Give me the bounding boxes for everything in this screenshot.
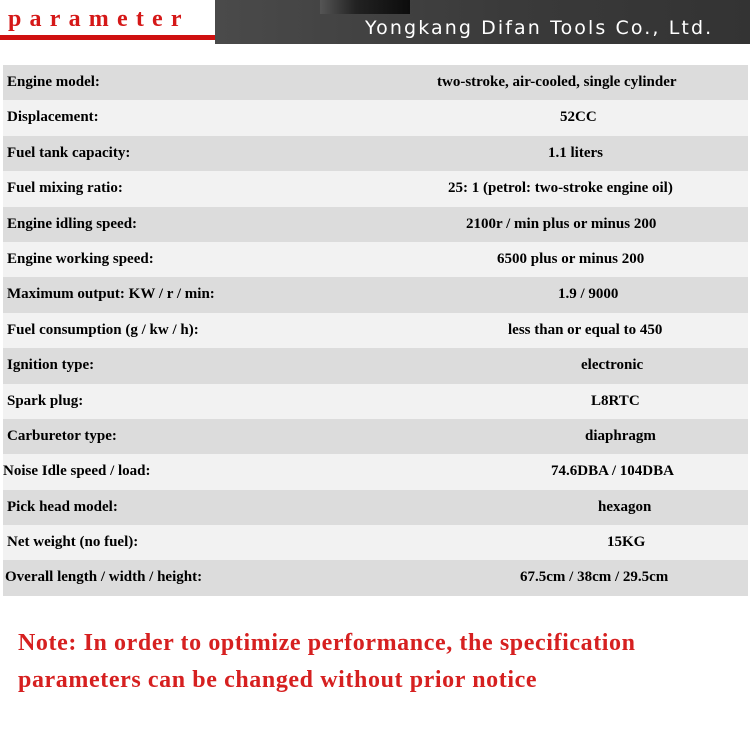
spec-value: 52CC bbox=[560, 109, 597, 126]
spec-value: L8RTC bbox=[591, 392, 640, 409]
spec-value: 67.5cm / 38cm / 29.5cm bbox=[520, 569, 669, 586]
spec-label: Net weight (no fuel): bbox=[7, 534, 139, 551]
spec-value: 1.1 liters bbox=[548, 144, 603, 161]
spec-value: 15KG bbox=[607, 534, 646, 551]
spec-label: Carburetor type: bbox=[7, 427, 117, 444]
spec-label: Overall length / width / height: bbox=[5, 569, 203, 586]
header-banner bbox=[0, 0, 750, 44]
spec-label: Noise Idle speed / load: bbox=[3, 463, 151, 480]
header-shade bbox=[320, 0, 410, 14]
note-line-1: Note: In order to optimize performance, the specification bbox=[18, 630, 636, 656]
spec-row-idling-speed bbox=[3, 207, 748, 242]
disclaimer-note bbox=[18, 625, 743, 699]
spec-row-carburetor bbox=[3, 419, 748, 454]
spec-value: 74.6DBA / 104DBA bbox=[551, 463, 674, 480]
spec-value: 6500 plus or minus 200 bbox=[497, 250, 645, 267]
spec-row-dimensions bbox=[3, 560, 748, 595]
spec-label: Ignition type: bbox=[7, 357, 95, 374]
note-line-2: parameters can be changed without prior notice bbox=[18, 667, 538, 693]
spec-label: Maximum output: KW / r / min: bbox=[7, 286, 215, 303]
spec-row-spark-plug bbox=[3, 384, 748, 419]
spec-value: two-stroke, air-cooled, single cylinder bbox=[437, 74, 677, 90]
spec-row-working-speed bbox=[3, 242, 748, 277]
spec-row-fuel-consumption bbox=[3, 313, 748, 348]
spec-value: 1.9 / 9000 bbox=[558, 286, 619, 303]
spec-row-max-output bbox=[3, 277, 748, 312]
spec-value: 2100r / min plus or minus 200 bbox=[466, 215, 657, 232]
spec-row-ignition bbox=[3, 348, 748, 383]
spec-row-engine-model bbox=[3, 65, 748, 100]
spec-label: Engine working speed: bbox=[7, 250, 154, 267]
spec-row-noise bbox=[3, 454, 748, 489]
spec-value: 25: 1 (petrol: two-stroke engine oil) bbox=[448, 180, 673, 197]
spec-row-fuel-mixing bbox=[3, 171, 748, 206]
spec-table bbox=[3, 65, 748, 596]
spec-value: hexagon bbox=[598, 498, 652, 515]
spec-label: Engine model: bbox=[7, 74, 100, 90]
spec-label: Spark plug: bbox=[7, 392, 84, 409]
spec-label: Fuel consumption (g / kw / h): bbox=[7, 321, 199, 338]
spec-label: Fuel mixing ratio: bbox=[7, 180, 123, 197]
spec-value: electronic bbox=[581, 357, 644, 374]
spec-label: Engine idling speed: bbox=[7, 215, 138, 232]
spec-row-displacement bbox=[3, 100, 748, 135]
spec-value: diaphragm bbox=[585, 427, 656, 444]
spec-label: Pick head model: bbox=[7, 498, 118, 515]
header-title-box bbox=[0, 0, 215, 40]
spec-label: Fuel tank capacity: bbox=[7, 144, 131, 161]
page-title: parameter bbox=[8, 6, 190, 32]
spec-value: less than or equal to 450 bbox=[508, 321, 663, 338]
spec-label: Displacement: bbox=[7, 109, 99, 126]
company-name: Yongkang Difan Tools Co., Ltd. bbox=[365, 17, 714, 39]
spec-row-pick-head bbox=[3, 490, 748, 525]
spec-row-fuel-tank bbox=[3, 136, 748, 171]
spec-row-net-weight bbox=[3, 525, 748, 560]
